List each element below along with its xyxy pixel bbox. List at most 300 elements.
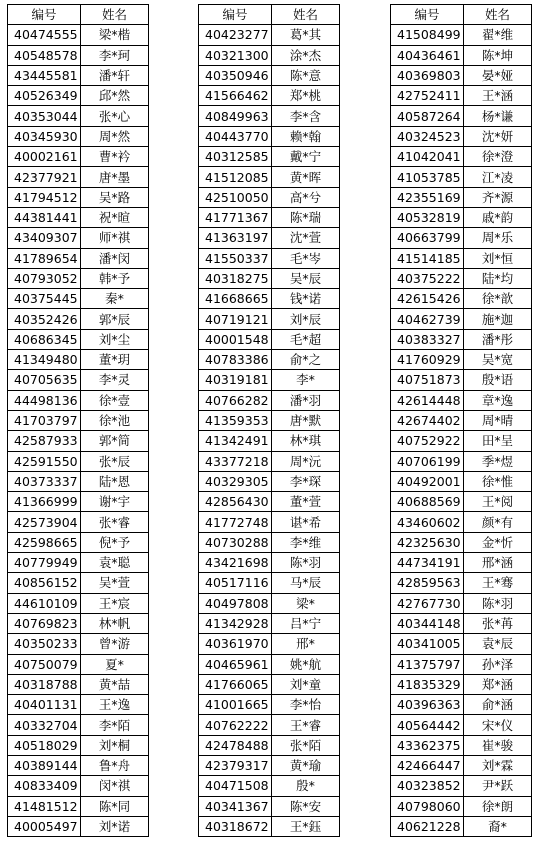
- id-cell: 44498136: [8, 390, 81, 410]
- id-cell: 40005497: [8, 816, 81, 836]
- name-cell: 颜*有: [464, 512, 532, 532]
- table-row: [391, 735, 532, 755]
- name-cell: 章*逸: [464, 390, 532, 410]
- name-cell: 吴*路: [81, 187, 149, 207]
- name-cell: 黄*瑜: [272, 755, 340, 775]
- name-cell: 潘*轩: [81, 65, 149, 85]
- id-cell: 42767730: [391, 593, 464, 613]
- table-row: [199, 512, 340, 532]
- id-cell: 41001665: [199, 695, 272, 715]
- table-row: [8, 816, 149, 836]
- id-column-header: 编号: [391, 5, 464, 25]
- id-cell: 40730288: [199, 532, 272, 552]
- name-cell: 崔*骏: [464, 735, 532, 755]
- name-cell: 张*陌: [272, 735, 340, 755]
- name-cell: 董*萱: [272, 492, 340, 512]
- id-cell: 40783386: [199, 350, 272, 370]
- id-cell: 44734191: [391, 553, 464, 573]
- table-row: [391, 634, 532, 654]
- table-row: [391, 126, 532, 146]
- id-cell: 40369803: [391, 65, 464, 85]
- table-row: [8, 86, 149, 106]
- id-cell: 40517116: [199, 573, 272, 593]
- table-row: [199, 228, 340, 248]
- table-row: [199, 654, 340, 674]
- table-row: [199, 268, 340, 288]
- table-row: [8, 390, 149, 410]
- table-row: [391, 512, 532, 532]
- name-cell: 姚*航: [272, 654, 340, 674]
- id-cell: 40350946: [199, 65, 272, 85]
- table-row: [199, 329, 340, 349]
- table-row: [199, 289, 340, 309]
- id-cell: 42478488: [199, 735, 272, 755]
- id-cell: 40436461: [391, 45, 464, 65]
- name-cell: 袁*辰: [464, 634, 532, 654]
- id-cell: 40532819: [391, 207, 464, 227]
- id-cell: 40318672: [199, 816, 272, 836]
- table-row: [391, 471, 532, 491]
- name-cell: 梁*楷: [81, 25, 149, 45]
- header-row: [199, 5, 340, 25]
- id-cell: 41508499: [391, 25, 464, 45]
- table-row: [199, 147, 340, 167]
- table-row: [199, 695, 340, 715]
- table-row: [199, 613, 340, 633]
- id-column-header: 编号: [199, 5, 272, 25]
- name-cell: 陈*坤: [464, 45, 532, 65]
- id-cell: 40705635: [8, 370, 81, 390]
- table-row: [199, 816, 340, 836]
- name-cell: 曹*衿: [81, 147, 149, 167]
- name-cell: 林*帆: [81, 613, 149, 633]
- id-cell: 40793052: [8, 268, 81, 288]
- name-cell: 陈*瑞: [272, 207, 340, 227]
- id-cell: 40587264: [391, 106, 464, 126]
- id-cell: 40465961: [199, 654, 272, 674]
- id-cell: 40518029: [8, 735, 81, 755]
- id-cell: 40423277: [199, 25, 272, 45]
- table-row: [199, 167, 340, 187]
- roster-table-3: [390, 4, 532, 837]
- name-column-header: 姓名: [272, 5, 340, 25]
- table-row: [8, 532, 149, 552]
- id-cell: 40492001: [391, 471, 464, 491]
- name-cell: 毛*岑: [272, 248, 340, 268]
- table-row: [8, 674, 149, 694]
- id-cell: 43377218: [199, 451, 272, 471]
- name-cell: 李*: [272, 370, 340, 390]
- id-cell: 40002161: [8, 147, 81, 167]
- id-cell: 40443770: [199, 126, 272, 146]
- table-row: [199, 796, 340, 816]
- id-cell: 40389144: [8, 755, 81, 775]
- id-cell: 41481512: [8, 796, 81, 816]
- table-row: [199, 573, 340, 593]
- name-cell: 吴*辰: [272, 268, 340, 288]
- id-cell: 44610109: [8, 593, 81, 613]
- id-cell: 41668665: [199, 289, 272, 309]
- id-cell: 40849963: [199, 106, 272, 126]
- table-row: [391, 350, 532, 370]
- id-cell: 41053785: [391, 167, 464, 187]
- table-row: [199, 715, 340, 735]
- name-cell: 闵*祺: [81, 776, 149, 796]
- table-row: [8, 613, 149, 633]
- id-cell: 43362375: [391, 735, 464, 755]
- table-row: [8, 593, 149, 613]
- table-row: [8, 106, 149, 126]
- name-cell: 马*辰: [272, 573, 340, 593]
- id-cell: 42573904: [8, 512, 81, 532]
- table-row: [391, 207, 532, 227]
- table-row: [391, 329, 532, 349]
- id-cell: 40353044: [8, 106, 81, 126]
- name-cell: 郭*辰: [81, 309, 149, 329]
- id-cell: 42510050: [199, 187, 272, 207]
- name-cell: 潘*羽: [272, 390, 340, 410]
- table-row: [199, 25, 340, 45]
- name-cell: 倪*予: [81, 532, 149, 552]
- table-row: [8, 755, 149, 775]
- table-row: [199, 553, 340, 573]
- id-cell: 44381441: [8, 207, 81, 227]
- table-row: [199, 634, 340, 654]
- id-cell: 40319181: [199, 370, 272, 390]
- name-cell: 高*兮: [272, 187, 340, 207]
- id-cell: 40323852: [391, 776, 464, 796]
- name-cell: 李*珂: [81, 45, 149, 65]
- roster-table-2: [198, 4, 340, 837]
- id-cell: 40856152: [8, 573, 81, 593]
- name-cell: 殷*: [272, 776, 340, 796]
- id-cell: 41359353: [199, 410, 272, 430]
- name-cell: 陈*意: [272, 65, 340, 85]
- name-cell: 陈*安: [272, 796, 340, 816]
- table-row: [199, 471, 340, 491]
- table-row: [199, 65, 340, 85]
- id-cell: 40766282: [199, 390, 272, 410]
- table-row: [199, 431, 340, 451]
- id-cell: 41794512: [8, 187, 81, 207]
- table-row: [199, 45, 340, 65]
- id-cell: 40526349: [8, 86, 81, 106]
- table-row: [199, 248, 340, 268]
- table-row: [391, 370, 532, 390]
- table-row: [391, 228, 532, 248]
- id-cell: 40373337: [8, 471, 81, 491]
- table-row: [199, 370, 340, 390]
- id-cell: 42355169: [391, 187, 464, 207]
- table-row: [391, 492, 532, 512]
- name-cell: 晏*娅: [464, 65, 532, 85]
- table-row: [8, 512, 149, 532]
- table-row: [391, 289, 532, 309]
- name-cell: 徐*澄: [464, 147, 532, 167]
- name-cell: 张*心: [81, 106, 149, 126]
- name-cell: 唐*默: [272, 410, 340, 430]
- header-row: [8, 5, 149, 25]
- id-cell: 41550337: [199, 248, 272, 268]
- id-cell: 41042041: [391, 147, 464, 167]
- name-cell: 夏*: [81, 654, 149, 674]
- name-cell: 田*呈: [464, 431, 532, 451]
- id-cell: 40833409: [8, 776, 81, 796]
- id-cell: 40497808: [199, 593, 272, 613]
- table-row: [391, 796, 532, 816]
- name-cell: 秦*: [81, 289, 149, 309]
- name-cell: 钱*诺: [272, 289, 340, 309]
- name-cell: 王*骞: [464, 573, 532, 593]
- id-cell: 41771367: [199, 207, 272, 227]
- id-cell: 40361970: [199, 634, 272, 654]
- id-cell: 41342491: [199, 431, 272, 451]
- id-cell: 40350233: [8, 634, 81, 654]
- table-row: [391, 106, 532, 126]
- id-cell: 42614448: [391, 390, 464, 410]
- name-cell: 王*阅: [464, 492, 532, 512]
- table-row: [8, 350, 149, 370]
- roster-table-1: [7, 4, 149, 837]
- table-row: [391, 755, 532, 775]
- table-row: [199, 755, 340, 775]
- table-row: [391, 816, 532, 836]
- table-row: [199, 187, 340, 207]
- table-row: [391, 268, 532, 288]
- name-cell: 杨*谦: [464, 106, 532, 126]
- name-column-header: 姓名: [464, 5, 532, 25]
- id-cell: 40312585: [199, 147, 272, 167]
- table-row: [8, 289, 149, 309]
- name-cell: 孙*泽: [464, 654, 532, 674]
- name-cell: 邢*: [272, 634, 340, 654]
- table-row: [8, 451, 149, 471]
- name-cell: 刘*霖: [464, 755, 532, 775]
- id-cell: 40001548: [199, 329, 272, 349]
- table-row: [8, 431, 149, 451]
- name-cell: 俞*之: [272, 350, 340, 370]
- name-cell: 韩*予: [81, 268, 149, 288]
- table-row: [199, 532, 340, 552]
- name-cell: 黄*晖: [272, 167, 340, 187]
- table-row: [391, 410, 532, 430]
- name-cell: 沈*萱: [272, 228, 340, 248]
- id-cell: 41363197: [199, 228, 272, 248]
- name-column-header: 姓名: [81, 5, 149, 25]
- id-cell: 40401131: [8, 695, 81, 715]
- id-cell: 41760929: [391, 350, 464, 370]
- name-cell: 袁*聪: [81, 553, 149, 573]
- name-cell: 李*陌: [81, 715, 149, 735]
- id-cell: 42587933: [8, 431, 81, 451]
- name-cell: 吴*萱: [81, 573, 149, 593]
- id-cell: 40329305: [199, 471, 272, 491]
- name-cell: 郑*涵: [464, 674, 532, 694]
- table-row: [199, 86, 340, 106]
- name-cell: 李*怡: [272, 695, 340, 715]
- name-cell: 刘*尘: [81, 329, 149, 349]
- name-cell: 刘*诺: [81, 816, 149, 836]
- id-cell: 40344148: [391, 613, 464, 633]
- table-row: [199, 106, 340, 126]
- name-cell: 王*宸: [81, 593, 149, 613]
- name-cell: 季*煜: [464, 451, 532, 471]
- id-cell: 40706199: [391, 451, 464, 471]
- name-cell: 李*琛: [272, 471, 340, 491]
- name-cell: 赖*翰: [272, 126, 340, 146]
- id-cell: 40769823: [8, 613, 81, 633]
- id-cell: 42615426: [391, 289, 464, 309]
- table-row: [199, 390, 340, 410]
- name-cell: 郭*简: [81, 431, 149, 451]
- id-cell: 40383327: [391, 329, 464, 349]
- table-row: [8, 553, 149, 573]
- id-cell: 43460602: [391, 512, 464, 532]
- table-row: [8, 248, 149, 268]
- table-row: [8, 796, 149, 816]
- id-cell: 40471508: [199, 776, 272, 796]
- id-cell: 42379317: [199, 755, 272, 775]
- table-row: [8, 634, 149, 654]
- name-cell: 涂*杰: [272, 45, 340, 65]
- id-cell: 43409307: [8, 228, 81, 248]
- name-cell: 唐*墨: [81, 167, 149, 187]
- table-row: [8, 370, 149, 390]
- name-cell: 徐*池: [81, 410, 149, 430]
- table-row: [8, 147, 149, 167]
- id-cell: 42752411: [391, 86, 464, 106]
- table-row: [391, 593, 532, 613]
- table-row: [8, 167, 149, 187]
- id-cell: 40321300: [199, 45, 272, 65]
- table-row: [8, 410, 149, 430]
- name-cell: 江*凌: [464, 167, 532, 187]
- table-row: [8, 715, 149, 735]
- header-row: [391, 5, 532, 25]
- name-cell: 周*然: [81, 126, 149, 146]
- name-cell: 梁*: [272, 593, 340, 613]
- table-row: [391, 86, 532, 106]
- name-cell: 毛*超: [272, 329, 340, 349]
- table-row: [391, 167, 532, 187]
- name-cell: 施*迦: [464, 309, 532, 329]
- table-row: [199, 492, 340, 512]
- id-cell: 40752922: [391, 431, 464, 451]
- name-cell: 董*玥: [81, 350, 149, 370]
- table-row: [391, 25, 532, 45]
- table-row: [391, 776, 532, 796]
- name-cell: 祝*暄: [81, 207, 149, 227]
- table-row: [391, 451, 532, 471]
- name-cell: 宋*仪: [464, 715, 532, 735]
- id-cell: 41766065: [199, 674, 272, 694]
- id-cell: 40474555: [8, 25, 81, 45]
- id-cell: 40762222: [199, 715, 272, 735]
- name-cell: 吕*宁: [272, 613, 340, 633]
- id-cell: 40375222: [391, 268, 464, 288]
- table-row: [199, 350, 340, 370]
- name-cell: 王*睿: [272, 715, 340, 735]
- id-cell: 42856430: [199, 492, 272, 512]
- id-cell: 40345930: [8, 126, 81, 146]
- name-cell: 葛*其: [272, 25, 340, 45]
- name-cell: 齐*源: [464, 187, 532, 207]
- table-row: [8, 492, 149, 512]
- name-cell: 张*苒: [464, 613, 532, 633]
- name-cell: 张*辰: [81, 451, 149, 471]
- table-row: [8, 329, 149, 349]
- name-cell: 徐*歆: [464, 289, 532, 309]
- name-cell: 徐*惟: [464, 471, 532, 491]
- id-cell: 40719121: [199, 309, 272, 329]
- table-row: [391, 187, 532, 207]
- name-cell: 邢*涵: [464, 553, 532, 573]
- id-cell: 40663799: [391, 228, 464, 248]
- id-cell: 40621228: [391, 816, 464, 836]
- table-row: [391, 553, 532, 573]
- id-cell: 41789654: [8, 248, 81, 268]
- table-row: [8, 654, 149, 674]
- table-row: [391, 532, 532, 552]
- table-row: [199, 674, 340, 694]
- name-cell: 黄*喆: [81, 674, 149, 694]
- name-cell: 李*含: [272, 106, 340, 126]
- table-row: [391, 309, 532, 329]
- name-cell: 邱*然: [81, 86, 149, 106]
- table-row: [391, 431, 532, 451]
- name-cell: 陈*羽: [272, 553, 340, 573]
- table-row: [391, 390, 532, 410]
- table-row: [391, 715, 532, 735]
- table-row: [391, 654, 532, 674]
- id-cell: 40751873: [391, 370, 464, 390]
- id-cell: 42591550: [8, 451, 81, 471]
- table-row: [8, 126, 149, 146]
- id-cell: 40750079: [8, 654, 81, 674]
- table-row: [391, 695, 532, 715]
- name-cell: 陈*羽: [464, 593, 532, 613]
- table-row: [8, 735, 149, 755]
- id-cell: 42325630: [391, 532, 464, 552]
- id-cell: 40462739: [391, 309, 464, 329]
- id-cell: 41772748: [199, 512, 272, 532]
- name-cell: 沈*妍: [464, 126, 532, 146]
- name-cell: 俞*涵: [464, 695, 532, 715]
- id-cell: 41342928: [199, 613, 272, 633]
- name-cell: 林*琪: [272, 431, 340, 451]
- id-cell: 40318788: [8, 674, 81, 694]
- id-cell: 42598665: [8, 532, 81, 552]
- name-cell: 王*鈺: [272, 816, 340, 836]
- name-cell: 尹*跃: [464, 776, 532, 796]
- name-cell: 周*沅: [272, 451, 340, 471]
- id-cell: 41835329: [391, 674, 464, 694]
- name-cell: 陆*恩: [81, 471, 149, 491]
- table-row: [391, 573, 532, 593]
- name-cell: 刘*桐: [81, 735, 149, 755]
- table-row: [391, 65, 532, 85]
- name-cell: 吴*宽: [464, 350, 532, 370]
- table-row: [8, 573, 149, 593]
- table-row: [8, 471, 149, 491]
- id-cell: 43421698: [199, 553, 272, 573]
- name-cell: 李*维: [272, 532, 340, 552]
- id-column-header: 编号: [8, 5, 81, 25]
- name-cell: 陆*均: [464, 268, 532, 288]
- name-cell: 谢*宇: [81, 492, 149, 512]
- name-cell: 王*涵: [464, 86, 532, 106]
- name-cell: 郑*桃: [272, 86, 340, 106]
